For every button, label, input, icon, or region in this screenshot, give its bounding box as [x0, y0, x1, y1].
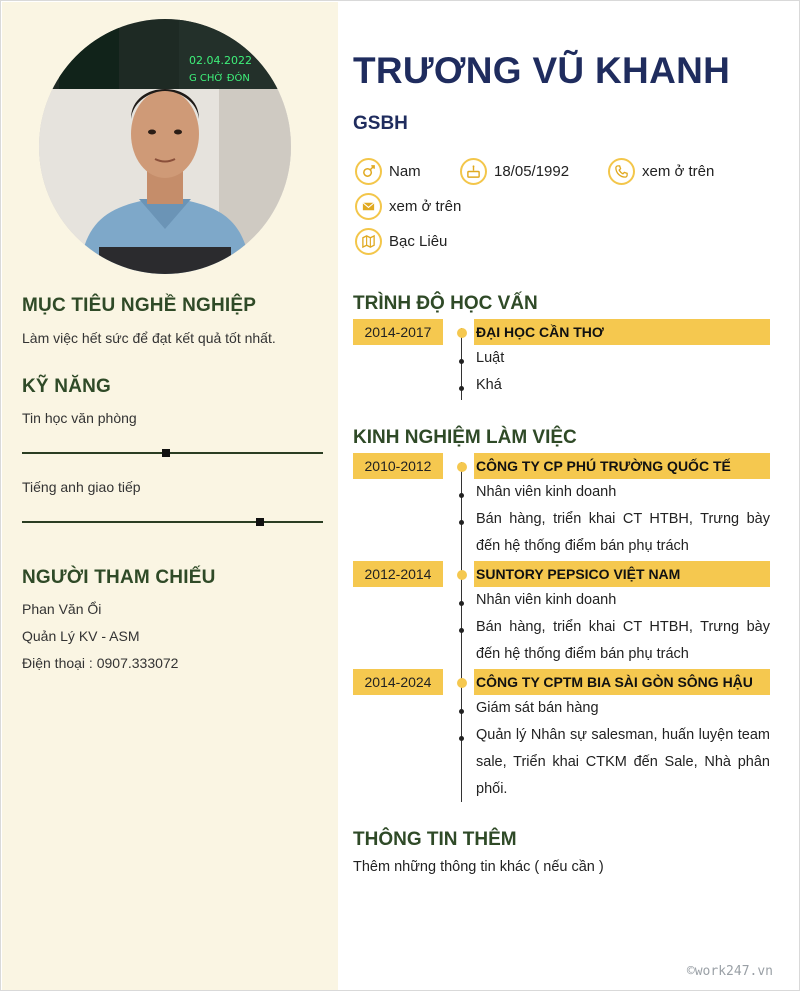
reference-position: Quản Lý KV - ASM [22, 628, 140, 644]
timeline-dot [457, 570, 467, 580]
timeline-dot [457, 462, 467, 472]
profile-photo-image [39, 19, 291, 274]
address-info [355, 228, 447, 255]
experience-item: Bán hàng, triển khai CT HTBH, Trưng bày đến hệ thống điểm bán phụ trách [476, 511, 770, 554]
reference-name: Phan Văn Ổi [22, 601, 102, 617]
references-heading: NGƯỜI THAM CHIẾU [22, 567, 216, 588]
map-icon [355, 228, 382, 255]
sidebar [2, 2, 338, 990]
main-content [338, 2, 799, 990]
photo-sign-text: G CHỜ ĐÓN [189, 73, 250, 84]
phone-value: xem ở trên [642, 163, 715, 180]
email-value: xem ở trên [389, 198, 462, 215]
phone-icon [608, 158, 635, 185]
photo-sign-date: 02.04.2022 [189, 54, 252, 67]
experience-item: Quản lý Nhân sự salesman, huấn luyện team sale, Triển khai CTKM đến Sale, Nhà phân phối. [476, 727, 770, 797]
birthdate-value: 18/05/1992 [494, 163, 570, 180]
watermark: ©work247.vn [686, 964, 773, 979]
education-years: 2014-2017 [353, 319, 443, 345]
timeline-dot [457, 678, 467, 688]
objective-heading: MỤC TIÊU NGHỀ NGHIỆP [22, 295, 257, 316]
skill-level-bar [22, 521, 323, 523]
timeline-bullet [459, 493, 464, 498]
mail-icon [355, 193, 382, 220]
experience-years: 2014-2024 [353, 669, 443, 695]
birthday-cake-icon [460, 158, 487, 185]
experience-years: 2010-2012 [353, 453, 443, 479]
experience-item: Nhân viên kinh doanh [476, 484, 617, 500]
education-item: Khá [476, 377, 502, 393]
gender-value: Nam [389, 163, 421, 180]
experience-company: CÔNG TY CP PHÚ TRƯỜNG QUỐC TẾ [474, 453, 770, 479]
timeline-bullet [459, 736, 464, 741]
timeline-bullet [459, 520, 464, 525]
profile-photo [39, 19, 291, 274]
gender-info [355, 158, 421, 185]
education-heading: TRÌNH ĐỘ HỌC VẤN [353, 293, 538, 314]
experience-company: CÔNG TY CPTM BIA SÀI GÒN SÔNG HẬU [474, 669, 770, 695]
education-school: ĐẠI HỌC CẦN THƠ [474, 319, 770, 345]
experience-item: Giám sát bán hàng [476, 700, 599, 716]
timeline-bullet [459, 628, 464, 633]
full-name: TRƯƠNG VŨ KHANH [353, 50, 731, 91]
timeline-bullet [459, 601, 464, 606]
extra-info-text: Thêm những thông tin khác ( nếu cần ) [353, 859, 604, 875]
phone-info [608, 158, 714, 185]
skill-label: Tiếng anh giao tiếp [22, 479, 141, 495]
timeline-bullet [459, 359, 464, 364]
experience-years: 2012-2014 [353, 561, 443, 587]
timeline-bullet [459, 709, 464, 714]
skill-level-bar [22, 452, 323, 454]
experience-company: SUNTORY PEPSICO VIỆT NAM [474, 561, 770, 587]
skill-level-knob [162, 449, 170, 457]
education-item: Luật [476, 350, 505, 366]
reference-phone: Điện thoại : 0907.333072 [22, 655, 179, 671]
experience-item: Nhân viên kinh doanh [476, 592, 617, 608]
extra-info-heading: THÔNG TIN THÊM [353, 829, 517, 850]
address-value: Bạc Liêu [389, 233, 448, 250]
experience-item: Bán hàng, triển khai CT HTBH, Trưng bày đến hệ thống điểm bán phụ trách [476, 619, 770, 662]
timeline-dot [457, 328, 467, 338]
experience-heading: KINH NGHIỆM LÀM VIỆC [353, 427, 577, 448]
timeline-bullet [459, 386, 464, 391]
email-info [355, 193, 461, 220]
objective-text: Làm việc hết sức để đạt kết quả tốt nhất. [22, 330, 276, 346]
skill-level-knob [256, 518, 264, 526]
job-title: GSBH [353, 113, 408, 134]
birthdate-info [460, 158, 569, 185]
skill-label: Tin học văn phòng [22, 410, 137, 426]
gender-icon [355, 158, 382, 185]
skills-heading: KỸ NĂNG [22, 376, 112, 397]
